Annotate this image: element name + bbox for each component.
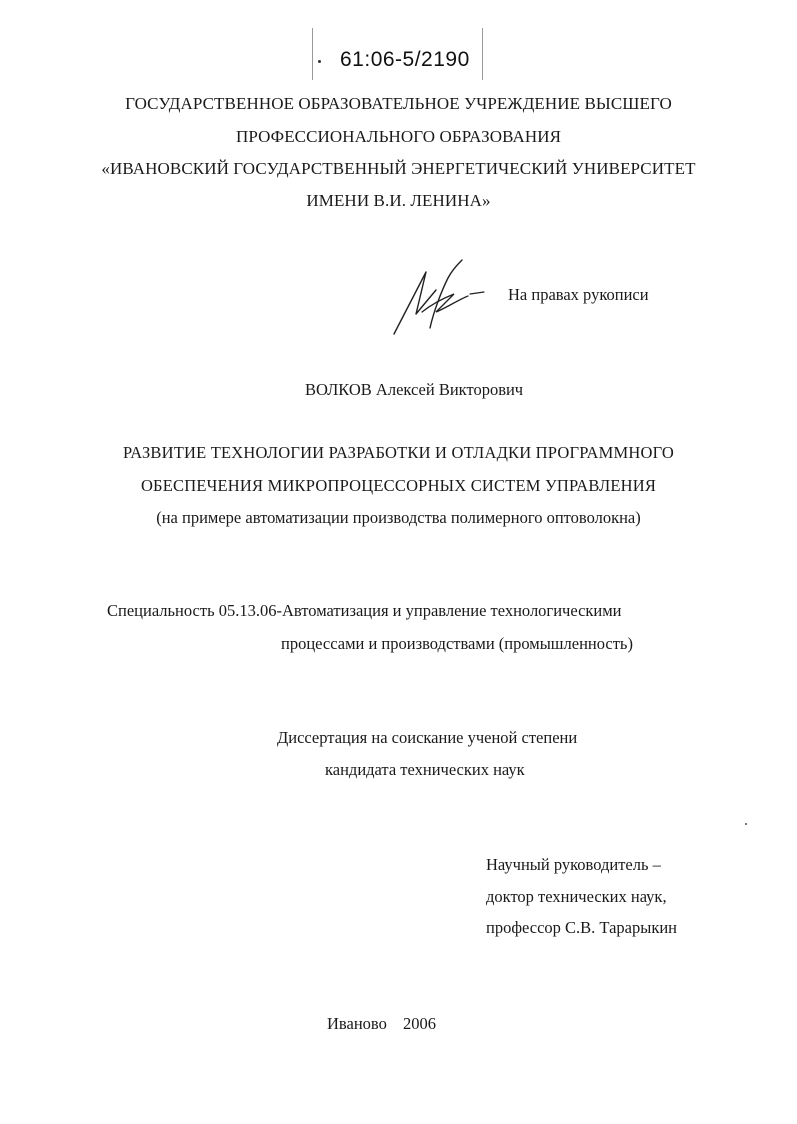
library-stamp-code: 61:06-5/2190 <box>340 48 470 71</box>
scan-line <box>312 28 313 80</box>
thesis-title-line-2: ОБЕСПЕЧЕНИЯ МИКРОПРОЦЕССОРНЫХ СИСТЕМ УПРАВЛЕНИЯ <box>140 476 657 495</box>
degree-line-2: кандидата технических наук <box>325 760 525 779</box>
institution-line-4: ИМЕНИ В.И. ЛЕНИНА» <box>306 191 491 210</box>
year: 2006 <box>403 1014 436 1033</box>
supervisor-line-3: профессор С.В. Тарарыкин <box>486 918 677 937</box>
thesis-subtitle: (на примере автоматизации производства полимерного оптоволокна) <box>156 508 641 527</box>
scan-line <box>482 28 483 80</box>
specialty-line-2: процессами и производствами (промышленность) <box>281 634 633 653</box>
degree-line-1: Диссертация на соискание ученой степени <box>277 728 578 747</box>
author-name: ВОЛКОВ Алексей Викторович <box>305 380 524 399</box>
institution-line-1: ГОСУДАРСТВЕННОЕ ОБРАЗОВАТЕЛЬНОЕ УЧРЕЖДЕНИЕ ВЫСШЕГО <box>125 94 672 113</box>
specialty-line-1: Специальность 05.13.06-Автоматизация и управление технологическими <box>107 601 622 620</box>
scan-dot <box>318 60 321 63</box>
supervisor-line-1: Научный руководитель – <box>486 855 661 874</box>
thesis-title-line-1: РАЗВИТИЕ ТЕХНОЛОГИИ РАЗРАБОТКИ И ОТЛАДКИ ПРОГРАММНОГО <box>122 443 675 462</box>
scan-speck <box>745 823 747 825</box>
institution-line-2: ПРОФЕССИОНАЛЬНОГО ОБРАЗОВАНИЯ <box>235 127 562 146</box>
signature <box>386 250 486 340</box>
supervisor-line-2: доктор технических наук, <box>486 887 667 906</box>
institution-line-3: «ИВАНОВСКИЙ ГОСУДАРСТВЕННЫЙ ЭНЕРГЕТИЧЕСКИЙ УНИВЕРСИТЕТ <box>101 159 696 178</box>
city: Иваново <box>327 1014 387 1033</box>
manuscript-note: На правах рукописи <box>508 285 649 304</box>
